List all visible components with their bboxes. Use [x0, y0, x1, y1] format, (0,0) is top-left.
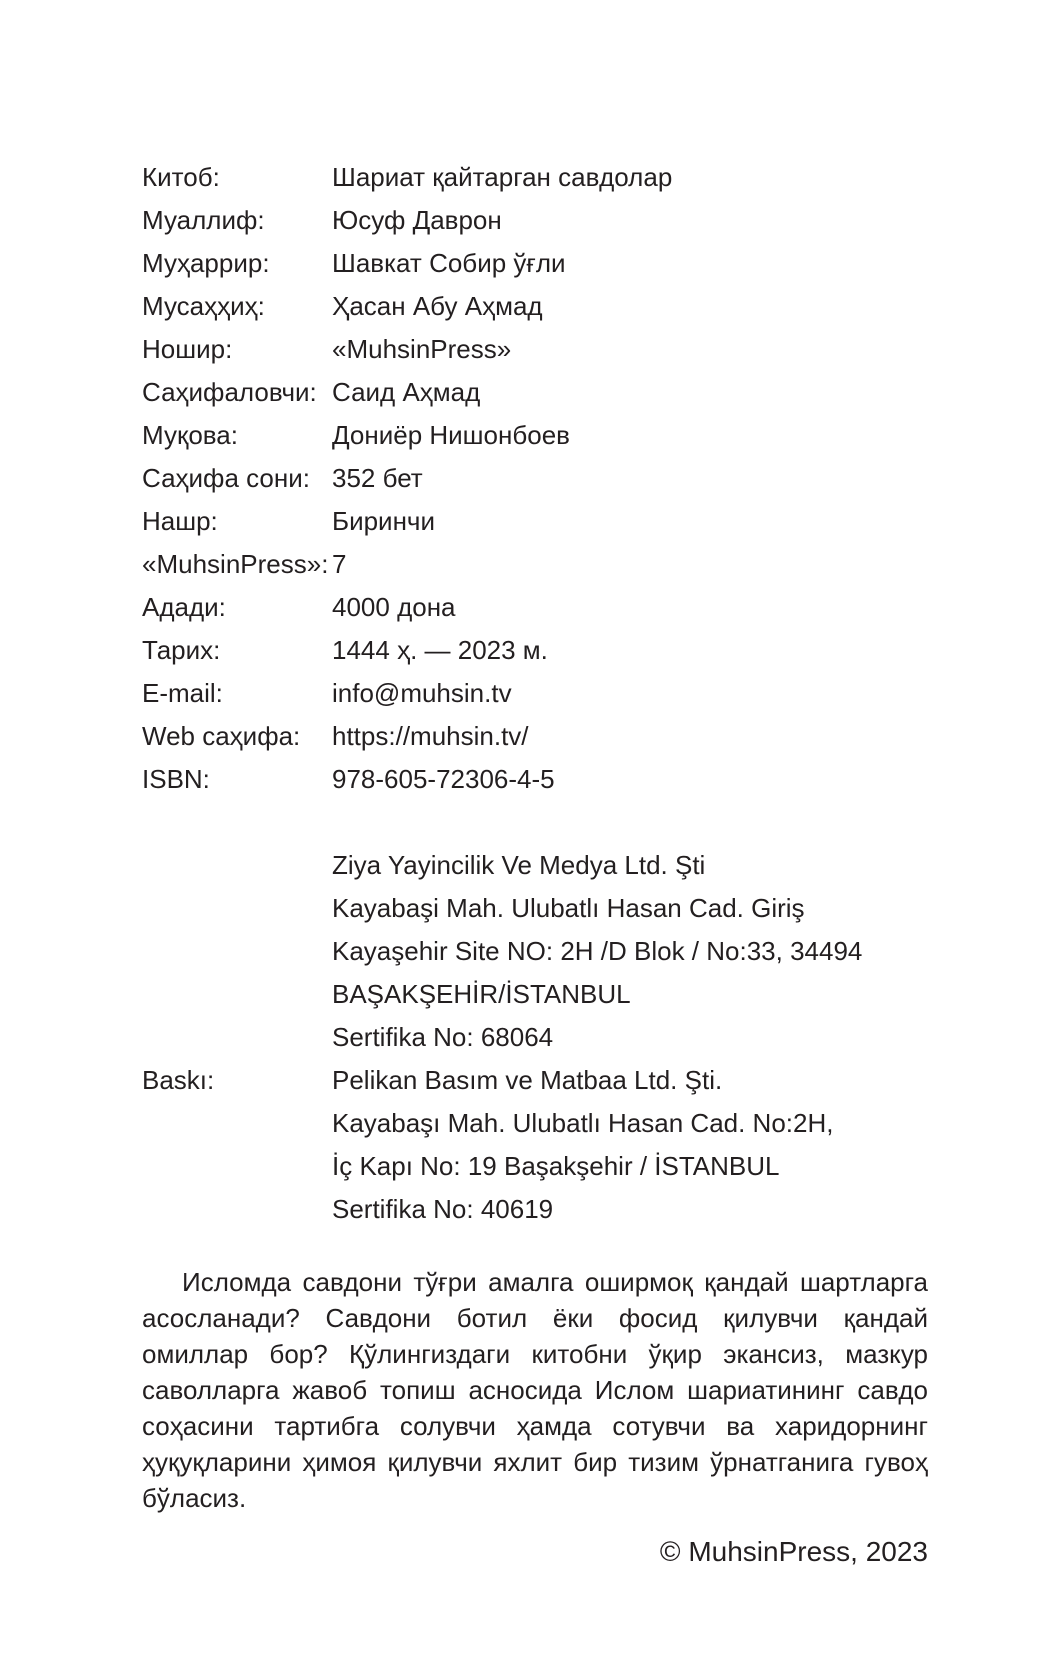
imprint-row-page-count: [142, 457, 932, 500]
imprint-value: Шавкат Собир ўғли: [332, 248, 566, 278]
printing-address-line: [142, 1145, 932, 1188]
copyright-notice: © MuhsinPress, 2023: [659, 1536, 928, 1567]
address-text: BAŞAKŞEHİR/İSTANBUL: [332, 979, 631, 1009]
imprint-row-book: [142, 156, 932, 199]
imprint-value: 7: [332, 549, 347, 579]
address-text: İç Kapı No: 19 Başakşehir / İSTANBUL: [332, 1151, 780, 1181]
imprint-row-layout: [142, 371, 932, 414]
imprint-label: Саҳифа сони:: [142, 463, 310, 493]
printing-address-line: [142, 1188, 932, 1231]
imprint-row-isbn: [142, 758, 932, 801]
imprint-value: Шариат қайтарган савдолар: [332, 162, 673, 192]
imprint-label: Муҳаррир:: [142, 248, 270, 278]
imprint-value: Дониёр Нишонбоев: [332, 420, 570, 450]
imprint-row-print-run: [142, 586, 932, 629]
printing-address-line: [142, 1059, 932, 1102]
imprint-label: Ношир:: [142, 334, 233, 364]
imprint-label: «MuhsinPress»:: [142, 549, 329, 579]
imprint-label: Муаллиф:: [142, 205, 265, 235]
imprint-label: Адади:: [142, 592, 226, 622]
printing-label: Baskı:: [142, 1065, 215, 1095]
email-link[interactable]: info@muhsin.tv: [332, 678, 512, 708]
imprint-block: [142, 156, 932, 1231]
imprint-value: 978-605-72306-4-5: [332, 764, 555, 794]
imprint-label: Нашр:: [142, 506, 218, 536]
imprint-row-email: [142, 672, 932, 715]
publisher-address-line: [142, 887, 932, 930]
imprint-label: Муқова:: [142, 420, 238, 450]
imprint-row-date: [142, 629, 932, 672]
imprint-label: ISBN:: [142, 764, 210, 794]
address-text: Sertifika No: 40619: [332, 1194, 554, 1224]
address-text: Kayabaşi Mah. Ulubatlı Hasan Cad. Giriş: [332, 893, 805, 923]
publisher-address-line: [142, 930, 932, 973]
address-text: Sertifika No: 68064: [332, 1022, 554, 1052]
imprint-value: Биринчи: [332, 506, 435, 536]
imprint-label: Тарих:: [142, 635, 221, 665]
imprint-value: Саид Аҳмад: [332, 377, 481, 407]
imprint-label: Саҳифаловчи:: [142, 377, 317, 407]
imprint-label: E-mail:: [142, 678, 223, 708]
section-spacer: [142, 801, 932, 844]
imprint-value: 1444 ҳ. — 2023 м.: [332, 635, 548, 665]
book-description: Исломда савдони тўғри амалга оширмоқ қандай шартларга асосланади? Савдони ботил ёки фосид қилувчи қандай омиллар бор? Қўлингиздаги китобни ўқир экансиз, мазкур саволларга жавоб топиш асносида Ислом шариатининг савдо соҳасини тартибга солувчи ҳамда сотувчи ва харидорнинг ҳуқуқларини ҳимоя қилувчи яхлит бир тизим ўрнатганига гувоҳ бўласиз.: [142, 1267, 928, 1513]
imprint-label: Мусаҳҳиҳ:: [142, 291, 265, 321]
imprint-label: Web саҳифа:: [142, 721, 301, 751]
publisher-address-line: [142, 844, 932, 887]
address-text: Ziya Yayincilik Ve Medya Ltd. Şti: [332, 850, 706, 880]
imprint-row-website: [142, 715, 932, 758]
website-link[interactable]: https://muhsin.tv/: [332, 721, 529, 751]
imprint-row-cover: [142, 414, 932, 457]
publisher-address-line: [142, 973, 932, 1016]
imprint-row-editor: [142, 242, 932, 285]
address-text: Pelikan Basım ve Matbaa Ltd. Şti.: [332, 1065, 723, 1095]
imprint-value: «MuhsinPress»: [332, 334, 512, 364]
imprint-value: Юсуф Даврон: [332, 205, 502, 235]
imprint-value: 4000 дона: [332, 592, 456, 622]
imprint-row-edition: [142, 500, 932, 543]
printing-address-line: [142, 1102, 932, 1145]
imprint-value: Ҳасан Абу Аҳмад: [332, 291, 543, 321]
imprint-value: 352 бет: [332, 463, 423, 493]
imprint-row-author: [142, 199, 932, 242]
address-text: Kayaşehir Site NO: 2H /D Blok / No:33, 34494: [332, 936, 863, 966]
imprint-row-series-number: [142, 543, 932, 586]
imprint-row-proofreader: [142, 285, 932, 328]
publisher-address-line: [142, 1016, 932, 1059]
imprint-row-publisher: [142, 328, 932, 371]
address-text: Kayabaşı Mah. Ulubatlı Hasan Cad. No:2H,: [332, 1108, 834, 1138]
imprint-label: Китоб:: [142, 162, 220, 192]
